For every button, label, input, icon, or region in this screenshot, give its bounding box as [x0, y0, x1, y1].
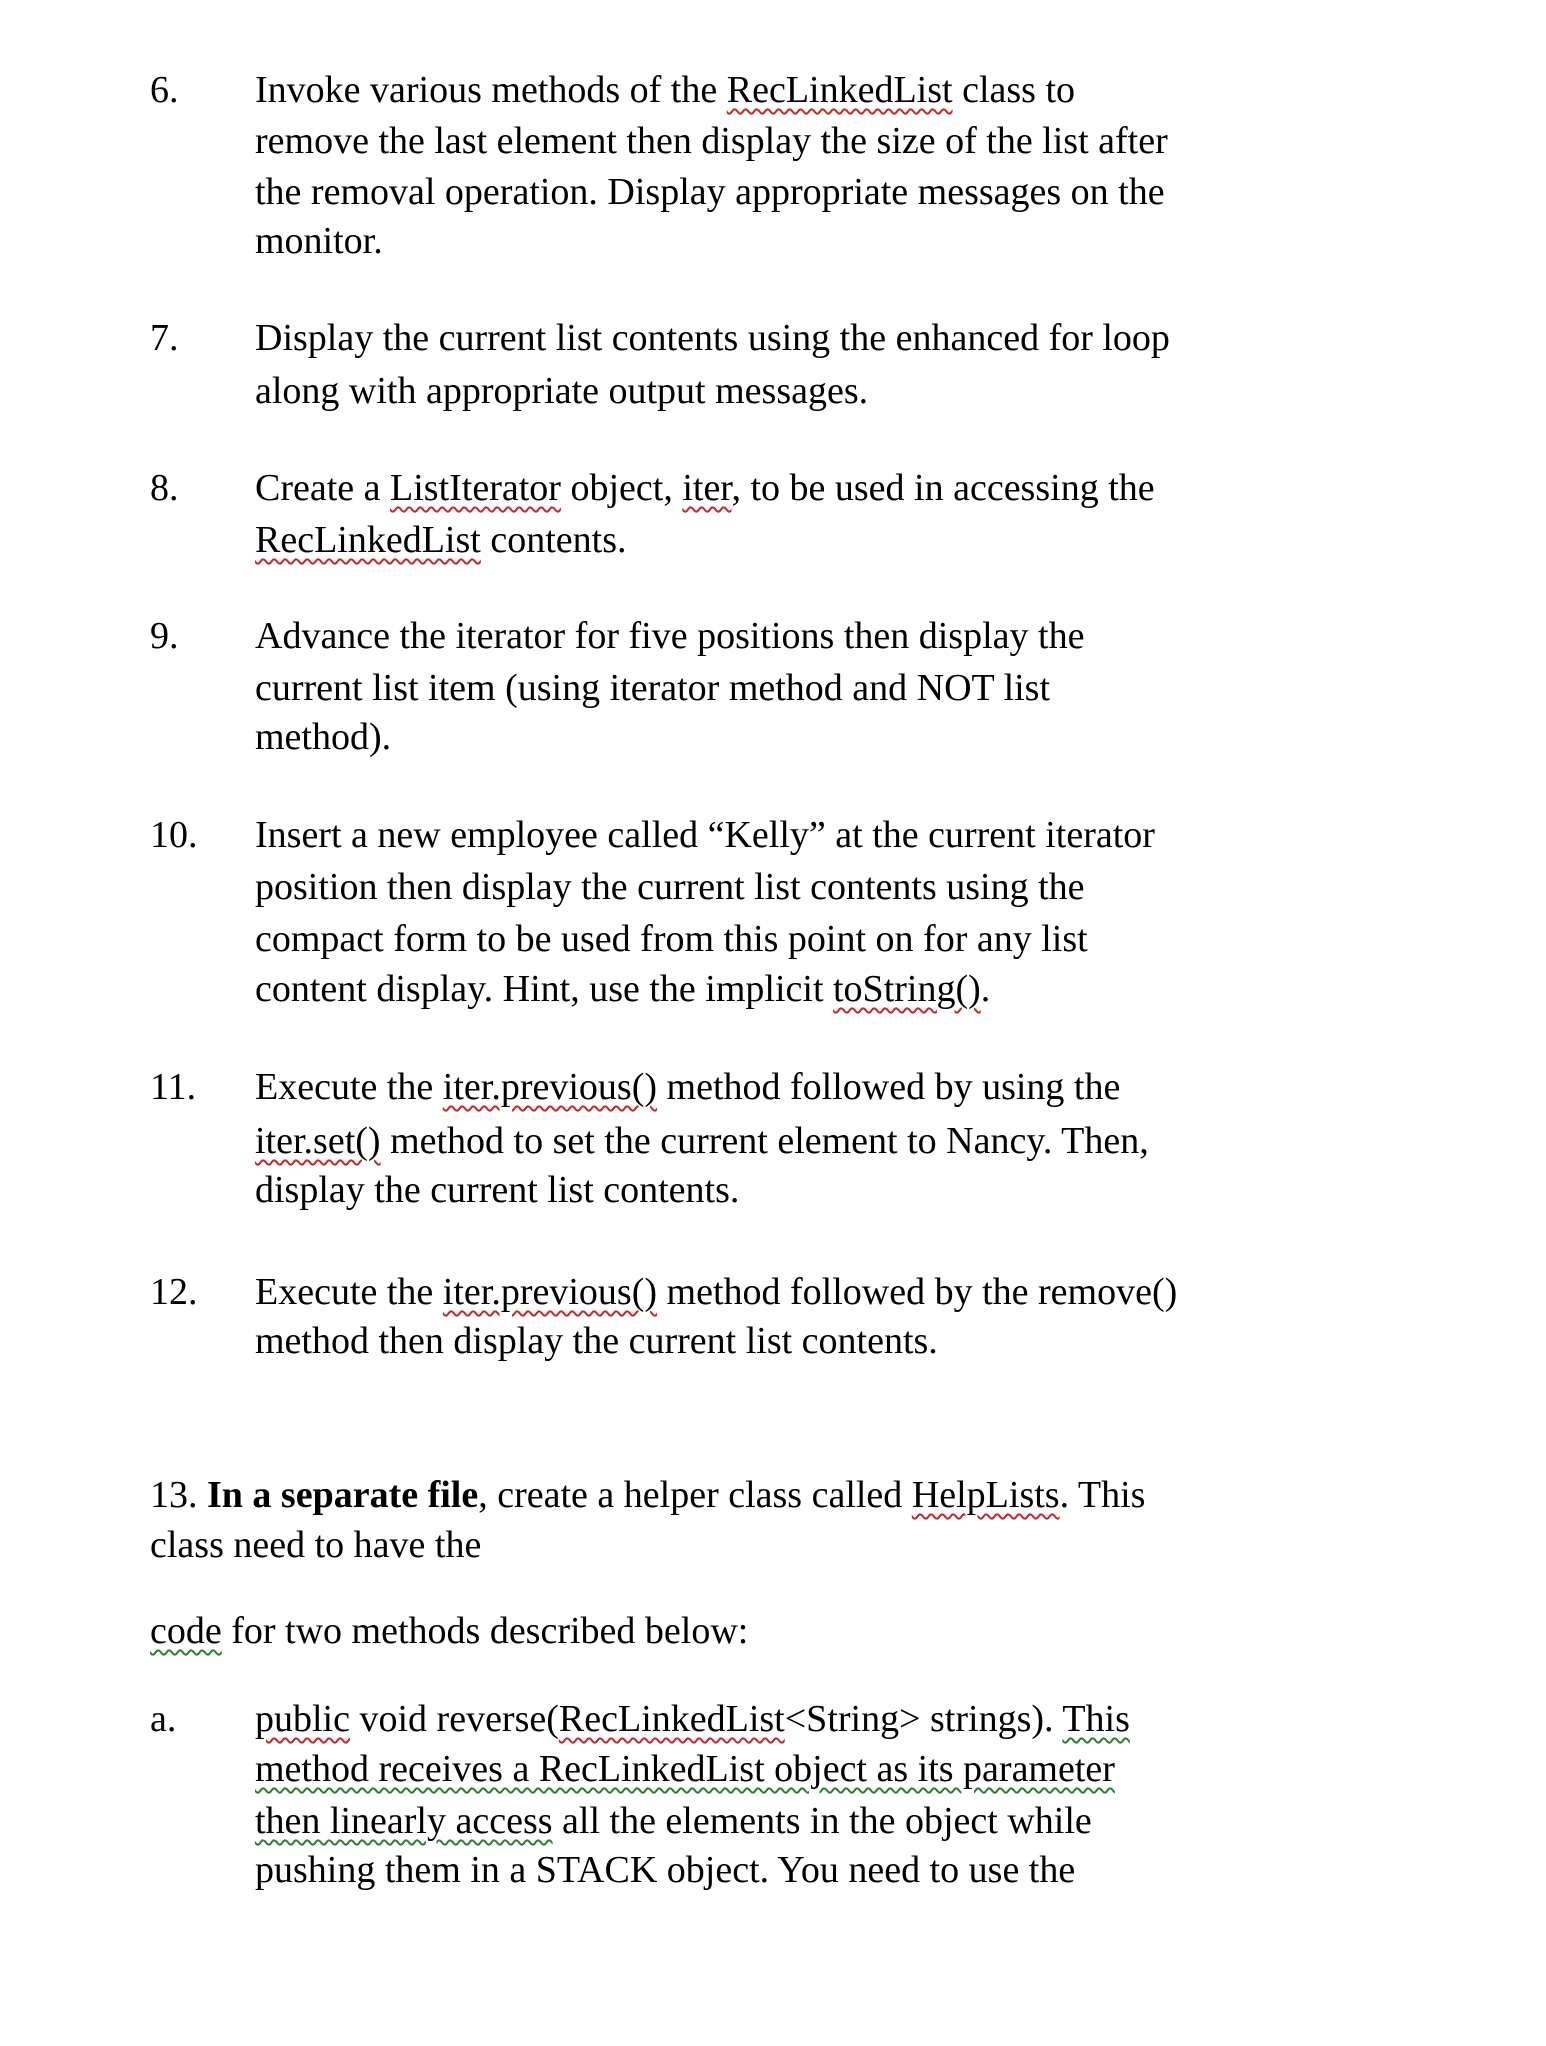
paragraph-line: code for two methods described below: — [150, 1610, 749, 1652]
item-number: 10. — [150, 814, 198, 856]
item-text-line: Execute the iter.previous() method followed by the remove() — [255, 1271, 1178, 1313]
item-number: 7. — [150, 317, 179, 359]
paragraph-line: 13. In a separate file, create a helper class called HelpLists. This — [150, 1474, 1146, 1516]
paragraph-line: class need to have the — [150, 1524, 482, 1566]
item-text-line: method then display the current list contents. — [255, 1320, 938, 1362]
item-text-line: public void reverse(RecLinkedList<String> strings). This — [255, 1698, 1130, 1740]
spellcheck-underlined-word: iter.set() — [255, 1120, 381, 1162]
item-number: 12. — [150, 1271, 198, 1313]
item-text-line: the removal operation. Display appropriate messages on the — [255, 171, 1165, 213]
item-text-line: pushing them in a STACK object. You need to use the — [255, 1849, 1076, 1891]
item-text-line: Create a ListIterator object, iter, to be used in accessing the — [255, 467, 1155, 509]
item-text-line: content display. Hint, use the implicit toString(). — [255, 968, 991, 1010]
item-text-line — [255, 1743, 1115, 1796]
spellcheck-underlined-word: iter.previous() — [442, 1066, 658, 1108]
spellcheck-underlined-word: method receives a RecLinkedList object as its parameter — [255, 1748, 1115, 1790]
spellcheck-underlined-word: RecLinkedList — [255, 519, 481, 561]
spellcheck-underlined-word: ListIterator — [390, 467, 561, 509]
item-text-line: current list item (using iterator method and NOT list — [255, 667, 1051, 709]
spellcheck-underlined-word: This — [1062, 1698, 1130, 1740]
item-text-line: Insert a new employee called “Kelly” at the current iterator — [255, 814, 1155, 856]
item-number: a. — [150, 1698, 177, 1740]
item-text-line: Advance the iterator for five positions then display the — [255, 615, 1085, 657]
item-text-line: display the current list contents. — [255, 1169, 740, 1211]
spellcheck-underlined-word: then linearly access — [255, 1800, 553, 1842]
bold-text: In a separate file — [207, 1474, 479, 1516]
spellcheck-underlined-word: code — [150, 1610, 222, 1652]
spellcheck-underlined-word: RecLinkedList — [726, 69, 953, 111]
item-number: 6. — [150, 69, 179, 111]
item-text-line: Display the current list contents using the enhanced for loop — [255, 317, 1170, 359]
item-text-line: monitor. — [255, 220, 383, 262]
item-text-line: Execute the iter.previous() method followed by using the — [255, 1066, 1121, 1108]
spellcheck-underlined-word: iter.previous() — [442, 1271, 658, 1313]
item-text-line: Invoke various methods of the RecLinkedList class to — [255, 69, 1076, 111]
item-number: 11. — [150, 1066, 197, 1108]
spellcheck-underlined-word: iter — [682, 467, 732, 509]
spellcheck-underlined-word: RecLinkedList — [558, 1698, 785, 1740]
item-text-line: method). — [255, 716, 392, 758]
spellcheck-underlined-word: public — [255, 1698, 350, 1740]
item-text-line: then linearly access all the elements in the object while — [255, 1800, 1092, 1842]
item-text-line: compact form to be used from this point on for any list — [255, 918, 1088, 960]
spellcheck-underlined-word: HelpLists — [911, 1474, 1060, 1516]
item-text-line: remove the last element then display the size of the list after — [255, 120, 1168, 162]
item-text-line: iter.set() method to set the current element to Nancy. Then, — [255, 1120, 1149, 1162]
item-number: 8. — [150, 467, 179, 509]
item-text-line: position then display the current list contents using the — [255, 866, 1085, 908]
spellcheck-underlined-word: toString() — [833, 968, 981, 1010]
item-text-line: RecLinkedList contents. — [255, 519, 627, 561]
item-number: 9. — [150, 615, 179, 657]
item-text-line: along with appropriate output messages. — [255, 370, 869, 412]
